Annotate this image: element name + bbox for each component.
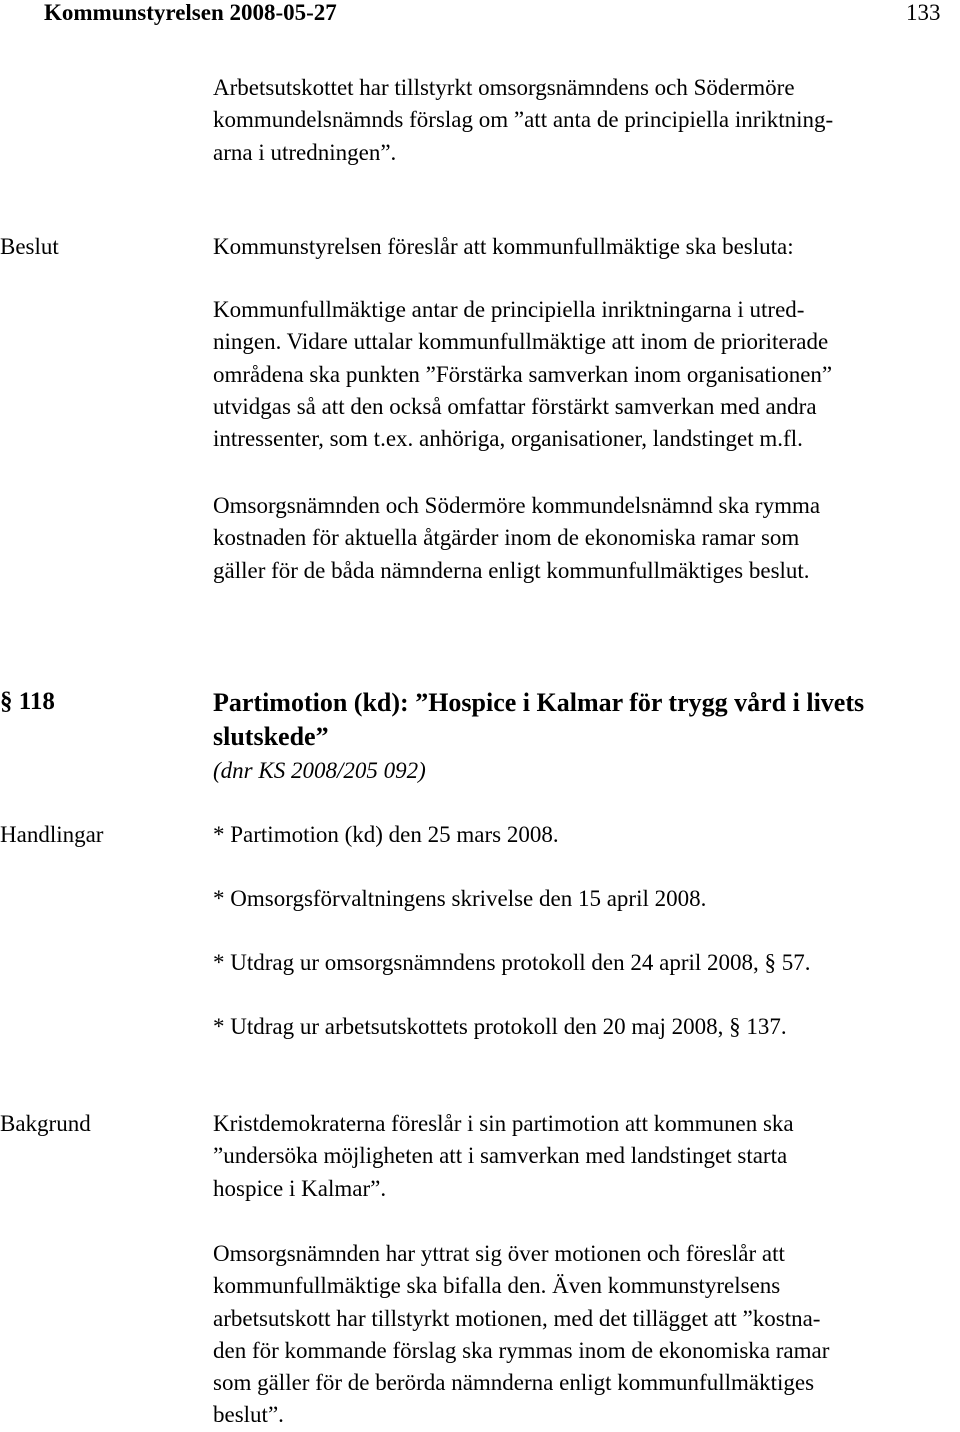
intro-paragraph xyxy=(213,72,958,169)
bakgrund-line: Omsorgsnämnden har yttrat sig över motionen och föreslår att xyxy=(213,1241,785,1266)
beslut-line: ningen. Vidare uttalar kommunfullmäktige att inom de prioriterade xyxy=(213,329,829,355)
bakgrund-paragraph-1 xyxy=(213,1108,958,1205)
page-number: 133 xyxy=(906,0,941,25)
intro-line: arna i utredningen”. xyxy=(213,139,397,165)
beslut-label: Beslut xyxy=(0,234,59,259)
beslut-line: områdena ska punkten ”Förstärka samverkan inom organisationen” xyxy=(213,361,833,387)
bakgrund-line: Kristdemokraterna föreslår i sin partimotion att kommunen ska xyxy=(213,1111,794,1136)
section-title-line: slutskede” xyxy=(213,722,329,751)
handling-item: * Partimotion (kd) den 25 mars 2008. xyxy=(213,822,559,847)
bakgrund-line: som gäller för de berörda nämnderna enligt kommunfullmäktiges xyxy=(213,1370,815,1396)
beslut-lead xyxy=(213,231,958,263)
beslut-line: gäller för de båda nämnderna enligt kommunfullmäktiges beslut. xyxy=(213,557,810,583)
section-title xyxy=(213,686,864,754)
beslut-line: Omsorgsnämnden och Södermöre kommundelsnämnd ska rymma xyxy=(213,493,821,518)
beslut-paragraph-2 xyxy=(213,490,958,587)
bakgrund-line: ”undersöka möjligheten att i samverkan med landstinget starta xyxy=(213,1143,788,1169)
beslut-paragraph-1 xyxy=(213,294,958,455)
section-reference: (dnr KS 2008/205 092) xyxy=(213,758,426,783)
page-header-title: Kommunstyrelsen 2008-05-27 xyxy=(44,0,337,25)
handling-item: * Omsorgsförvaltningens skrivelse den 15 april 2008. xyxy=(213,886,707,911)
beslut-line: utvidgas så att den också omfattar förstärkt samverkan med andra xyxy=(213,393,817,419)
section-title-line: Partimotion (kd): ”Hospice i Kalmar för trygg vård i livets xyxy=(213,688,865,717)
handlingar-label: Handlingar xyxy=(0,822,104,847)
bakgrund-line: hospice i Kalmar”. xyxy=(213,1175,387,1201)
beslut-line: kostnaden för aktuella åtgärder inom de ekonomiska ramar som xyxy=(213,525,800,551)
intro-line: kommundelsnämnds förslag om ”att anta de principiella inriktning- xyxy=(213,107,834,133)
bakgrund-line: den för kommande förslag ska rymmas inom de ekonomiska ramar xyxy=(213,1337,830,1363)
beslut-lead-line: Kommunstyrelsen föreslår att kommunfullmäktige ska besluta: xyxy=(213,234,794,259)
bakgrund-line: kommunfullmäktige ska bifalla den. Även kommunstyrelsens xyxy=(213,1273,781,1299)
intro-line: Arbetsutskottet har tillstyrkt omsorgsnämndens och Södermöre xyxy=(213,75,795,100)
bakgrund-label: Bakgrund xyxy=(0,1111,91,1136)
bakgrund-paragraph-2 xyxy=(213,1238,958,1432)
section-number: § 118 xyxy=(0,688,55,715)
beslut-line: Kommunfullmäktige antar de principiella inriktningarna i utred- xyxy=(213,297,805,322)
bakgrund-line: beslut”. xyxy=(213,1402,284,1428)
handling-item: * Utdrag ur arbetsutskottets protokoll den 20 maj 2008, § 137. xyxy=(213,1014,787,1039)
bakgrund-line: arbetsutskott har tillstyrkt motionen, med det tillägget att ”kostna- xyxy=(213,1305,821,1331)
handling-item: * Utdrag ur omsorgsnämndens protokoll den 24 april 2008, § 57. xyxy=(213,950,811,975)
beslut-line: intressenter, som t.ex. anhöriga, organisationer, landstinget m.fl. xyxy=(213,426,803,452)
